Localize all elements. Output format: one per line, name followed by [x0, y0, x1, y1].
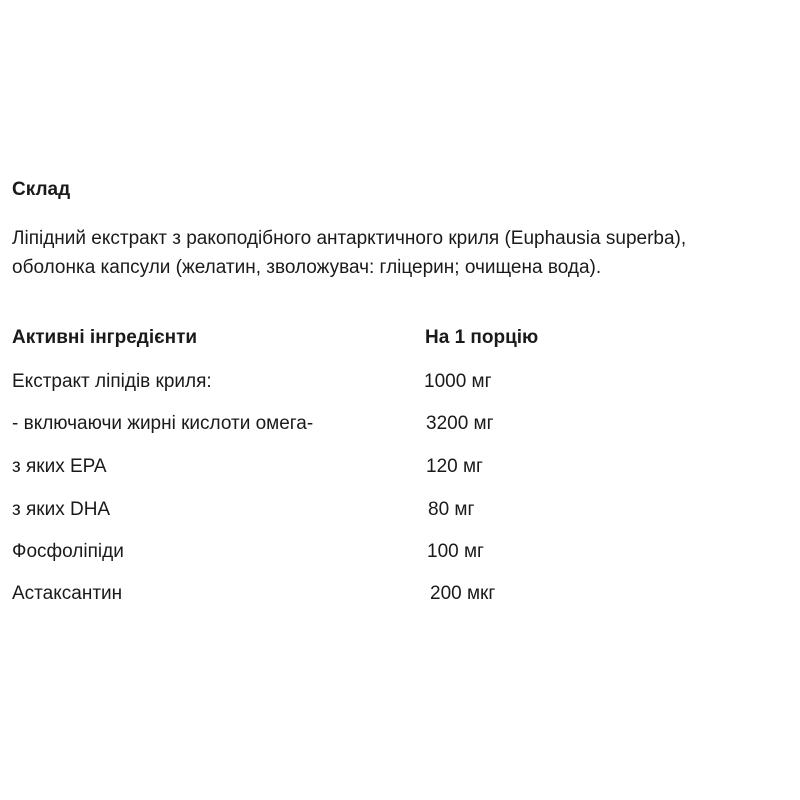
ingredient-amount: 100 мг — [427, 541, 484, 562]
table-row — [12, 454, 788, 480]
ingredient-name: Астаксантин — [12, 583, 123, 604]
ingredient-amount: 80 мг — [428, 499, 475, 520]
composition-heading: Склад — [12, 179, 71, 200]
ingredient-amount: 1000 мг — [424, 371, 492, 392]
table-row — [12, 497, 788, 523]
ingredient-name: з яких EPA — [12, 456, 107, 477]
table-row — [12, 539, 788, 565]
ingredient-name: - включаючи жирні кислоти омега- — [12, 413, 314, 434]
ingredient-name: з яких DHA — [12, 499, 111, 520]
header-active-ingredients: Активні інгредієнти — [12, 327, 198, 348]
ingredient-amount: 120 мг — [426, 456, 483, 477]
composition-text: Ліпідний екстракт з ракоподібного антарктичного криля (Euphausia superba), оболонка капсули (желатин, зволожувач: гліцерин; очищена вода). — [12, 228, 687, 278]
table-row — [12, 411, 788, 437]
ingredient-amount: 200 мкг — [430, 583, 496, 604]
ingredient-amount: 3200 мг — [426, 413, 494, 434]
header-per-serving: На 1 порцію — [425, 327, 539, 348]
ingredients-document — [12, 0, 788, 800]
table-row — [12, 369, 788, 395]
ingredients-table-header — [12, 325, 788, 351]
ingredient-name: Екстракт ліпідів криля: — [12, 371, 212, 392]
table-row — [12, 581, 788, 607]
ingredient-name: Фосфоліпіди — [12, 541, 124, 562]
